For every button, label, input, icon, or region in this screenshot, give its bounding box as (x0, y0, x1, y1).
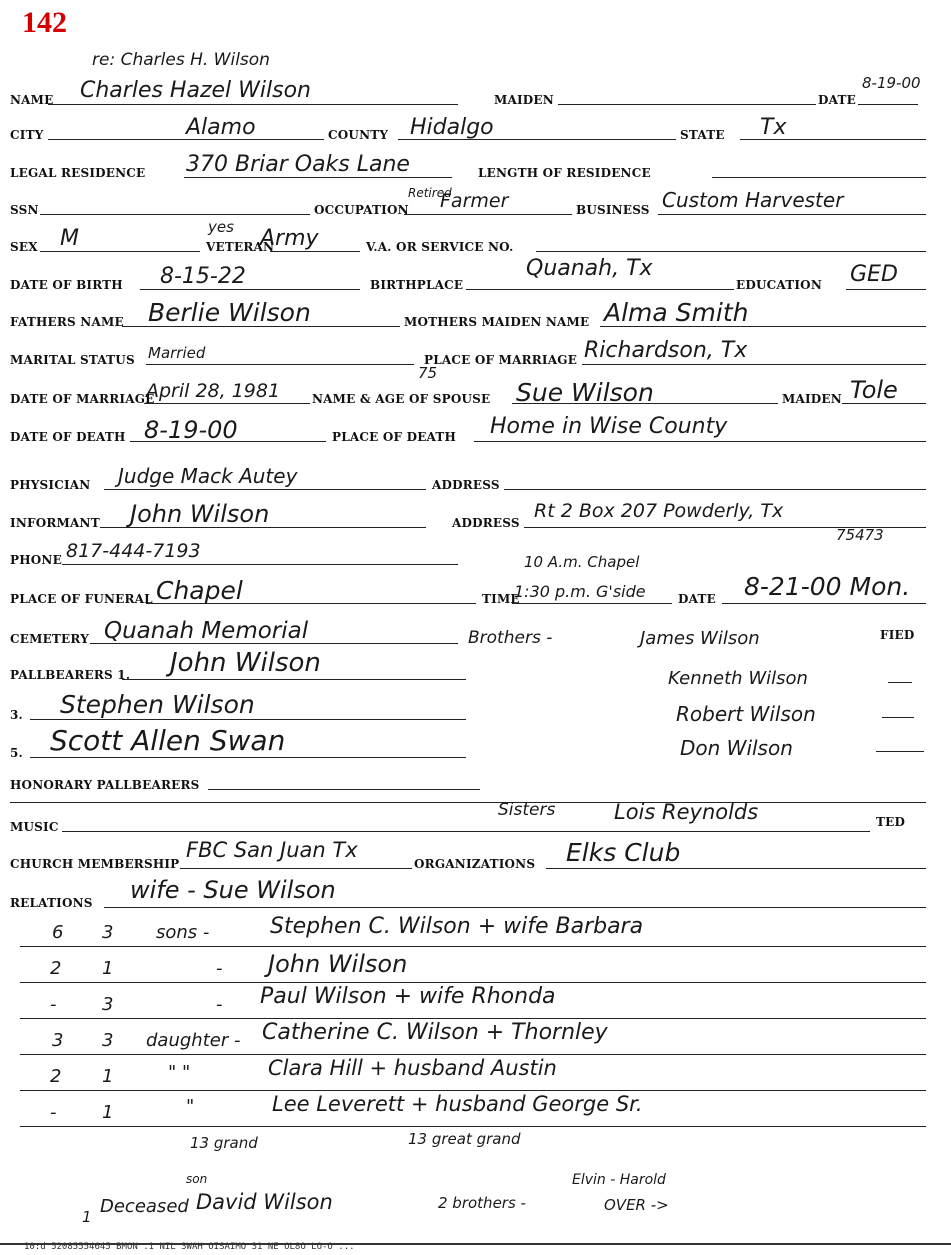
place-death-value: Home in Wise County (490, 414, 728, 439)
informant-address-value: Rt 2 Box 207 Powderly, Tx (534, 500, 784, 522)
veteran-label: VETERAN (206, 240, 275, 254)
child-count-2: 3 (102, 922, 114, 943)
informant-address-label: ADDRESS (452, 516, 520, 530)
child-name: Stephen C. Wilson + wife Barbara (270, 914, 644, 939)
brother-item: Kenneth Wilson (668, 668, 808, 689)
child-relation: " " (168, 1062, 191, 1083)
child-name: John Wilson (268, 950, 408, 978)
place-marriage-label: PLACE OF MARRIAGE (424, 353, 578, 367)
date-marriage-label: DATE OF MARRIAGE (10, 392, 155, 406)
ted-label: TED (876, 815, 906, 829)
deceased-name: David Wilson (196, 1190, 333, 1214)
honorary-label: HONORARY PALLBEARERS (10, 778, 200, 792)
funeral-place-value: Chapel (156, 576, 243, 605)
marital-value: Married (148, 344, 206, 362)
pallbearer-value: John Wilson (170, 648, 321, 678)
sex-value: M (60, 226, 79, 251)
phone-value: 817-444-7193 (66, 540, 201, 562)
fax-footer-text: 10:d 52085554645 BMON .1 NIL 3WAH OISAIMO 31 NE OL8O LO-O ... (24, 1242, 355, 1252)
death-label: DATE OF DEATH (10, 430, 126, 444)
child-relation: sons - (156, 922, 210, 943)
dob-value: 8-15-22 (160, 264, 246, 289)
spouse-age: 75 (418, 364, 438, 382)
informant-zip: 75473 (836, 526, 884, 544)
child-count-1: - (50, 994, 57, 1015)
spouse-label: NAME & AGE OF SPOUSE (312, 392, 491, 406)
date-value: 8-19-00 (862, 74, 921, 92)
legal-residence-value: 370 Briar Oaks Lane (186, 152, 410, 177)
brothers-heading: Brothers - (468, 628, 553, 648)
deceased-son-note: son (186, 1172, 208, 1186)
city-label: CITY (10, 128, 44, 142)
deceased-brothers-names: Elvin - Harold (572, 1172, 666, 1188)
business-label: BUSINESS (576, 203, 650, 217)
cemetery-value: Quanah Memorial (104, 618, 309, 644)
cemetery-label: CEMETERY (10, 632, 89, 646)
grand-label: 13 grand (190, 1134, 258, 1152)
spouse-maiden-value: Tole (850, 376, 898, 404)
header-note: re: Charles H. Wilson (92, 50, 270, 70)
brother-item: James Wilson (640, 628, 760, 649)
page-number: 142 (22, 6, 67, 39)
education-value: GED (850, 262, 898, 287)
sisters-heading: Sisters (498, 800, 556, 820)
business-value: Custom Harvester (662, 188, 844, 212)
org-value: Elks Club (566, 838, 681, 867)
marital-label: MARITAL STATUS (10, 353, 135, 367)
relations-label: RELATIONS (10, 896, 93, 910)
occupation-value: Farmer (440, 190, 509, 212)
mothers-value: Alma Smith (604, 298, 749, 327)
child-count-2: 3 (102, 1030, 114, 1051)
pallbearer-value: Stephen Wilson (60, 690, 255, 719)
brother-item: Robert Wilson (676, 702, 816, 726)
veteran-value: Army (260, 226, 319, 251)
relations-value: wife - Sue Wilson (130, 876, 336, 904)
sex-label: SEX (10, 240, 38, 254)
over-note: OVER -> (604, 1196, 669, 1214)
sister-item: Lois Reynolds (614, 800, 759, 824)
occupation-label: OCCUPATION (314, 203, 409, 217)
pallbearers-label: PALLBEARERS 1. (10, 668, 131, 682)
maiden-label: MAIDEN (494, 93, 554, 107)
child-count-1: - (50, 1102, 57, 1123)
ssn-label: SSN (10, 203, 39, 217)
phone-label: PHONE (10, 553, 62, 567)
va-label: V.A. OR SERVICE NO. (366, 240, 514, 254)
org-label: ORGANIZATIONS (414, 857, 536, 871)
child-name: Lee Leverett + husband George Sr. (272, 1092, 643, 1116)
length-residence-label: LENGTH OF RESIDENCE (478, 166, 651, 180)
informant-label: INFORMANT (10, 516, 100, 530)
child-name: Paul Wilson + wife Rhonda (260, 984, 556, 1009)
funeral-label: PLACE OF FUNERAL (10, 592, 153, 606)
education-label: EDUCATION (736, 278, 822, 292)
funeral-date-value: 8-21-00 Mon. (744, 572, 911, 601)
pallbearer-num: 3. (10, 708, 23, 722)
child-relation: - (216, 994, 223, 1015)
mothers-label: MOTHERS MAIDEN NAME (404, 315, 590, 329)
address-label: ADDRESS (432, 478, 500, 492)
music-label: MUSIC (10, 820, 59, 834)
place-marriage-value: Richardson, Tx (584, 338, 748, 363)
fied-label: FIED (880, 628, 915, 642)
death-value: 8-19-00 (144, 416, 238, 444)
fathers-value: Berlie Wilson (148, 298, 311, 327)
time-top-note: 10 A.m. Chapel (524, 553, 640, 571)
county-value: Hidalgo (410, 115, 494, 140)
physician-value: Judge Mack Autey (118, 464, 298, 488)
legal-residence-label: LEGAL RESIDENCE (10, 166, 146, 180)
spouse-maiden-label: MAIDEN (782, 392, 842, 406)
brother-item: Don Wilson (680, 736, 793, 760)
state-label: STATE (680, 128, 725, 142)
county-label: COUNTY (328, 128, 389, 142)
funeral-date-label: DATE (678, 592, 716, 606)
veteran-note: yes (208, 218, 234, 236)
informant-value: John Wilson (130, 500, 270, 528)
child-count-2: 1 (102, 958, 114, 979)
child-count-2: 3 (102, 994, 114, 1015)
name-label: NAME (10, 93, 54, 107)
child-relation: - (216, 958, 223, 979)
date-label: DATE (818, 93, 856, 107)
child-relation: " (186, 1096, 195, 1117)
city-value: Alamo (186, 115, 256, 140)
child-name: Catherine C. Wilson + Thornley (262, 1020, 608, 1045)
state-value: Tx (760, 115, 787, 140)
fathers-label: FATHERS NAME (10, 315, 124, 329)
child-count-1: 2 (50, 1066, 62, 1087)
deceased-num: 1 (82, 1208, 92, 1226)
child-count-2: 1 (102, 1066, 114, 1087)
church-label: CHURCH MEMBERSHIP (10, 857, 180, 871)
child-name: Clara Hill + husband Austin (268, 1056, 557, 1080)
name-value: Charles Hazel Wilson (80, 78, 311, 103)
child-count-2: 1 (102, 1102, 114, 1123)
child-count-1: 3 (52, 1030, 64, 1051)
date-marriage-value: April 28, 1981 (146, 380, 281, 402)
deceased-brothers: 2 brothers - (438, 1194, 526, 1212)
occupation-note: Retired (408, 186, 452, 200)
birthplace-label: BIRTHPLACE (370, 278, 464, 292)
child-relation: daughter - (146, 1030, 241, 1051)
great-grand-label: 13 great grand (408, 1130, 521, 1148)
pallbearer-num: 5. (10, 746, 23, 760)
dob-label: DATE OF BIRTH (10, 278, 123, 292)
place-death-label: PLACE OF DEATH (332, 430, 457, 444)
time-value: 1:30 p.m. G'side (514, 582, 646, 601)
child-count-1: 6 (52, 922, 64, 943)
church-value: FBC San Juan Tx (186, 838, 358, 862)
birthplace-value: Quanah, Tx (526, 256, 653, 281)
time-label: TIME (482, 592, 520, 606)
spouse-value: Sue Wilson (516, 378, 654, 407)
pallbearer-value: Scott Allen Swan (50, 724, 286, 757)
deceased-label: Deceased (100, 1196, 189, 1217)
child-count-1: 2 (50, 958, 62, 979)
physician-label: PHYSICIAN (10, 478, 91, 492)
